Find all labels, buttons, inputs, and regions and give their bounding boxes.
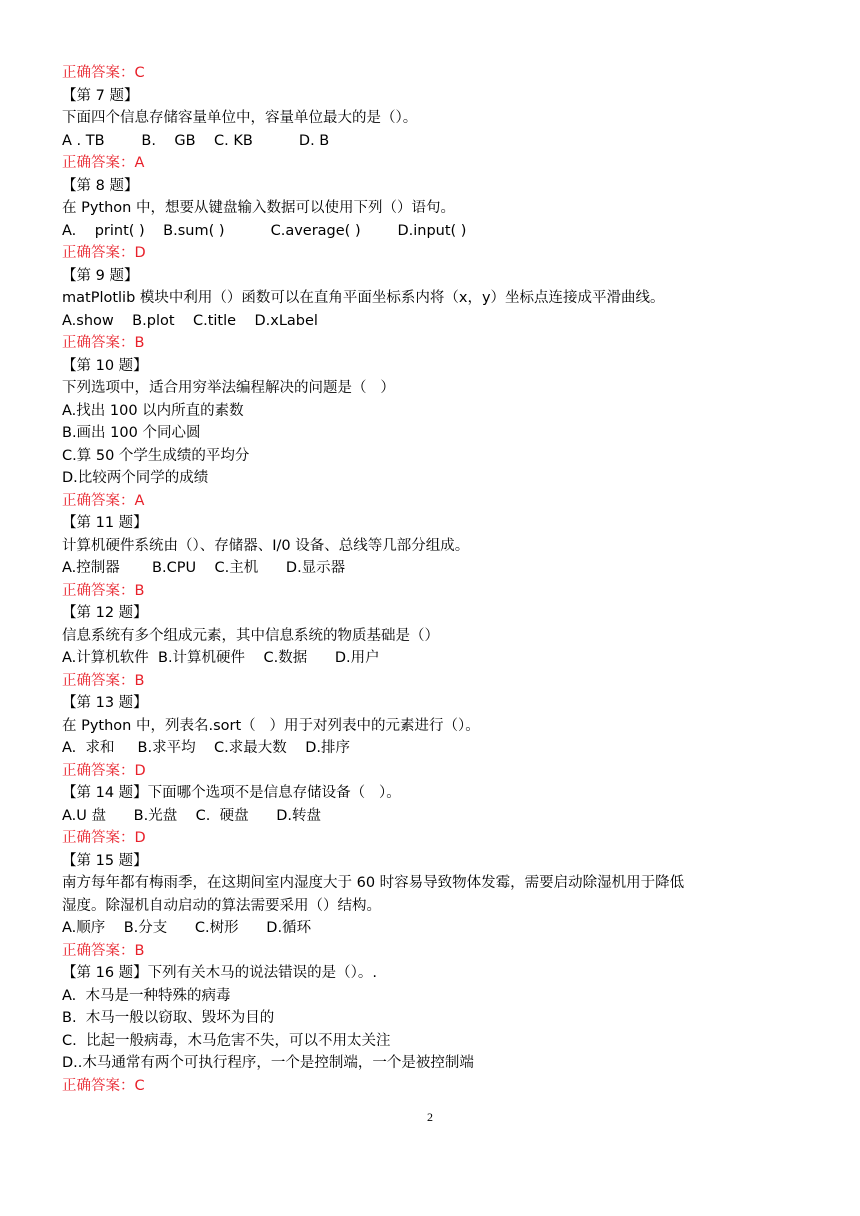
answer-line: 正确答案：D	[62, 762, 146, 779]
option-line: C. 比起一般病毒，木马危害不失，可以不用太关注	[62, 1032, 391, 1049]
question-text: 计算机硬件系统由（）、存储器、I/0 设备、总线等几部分组成。	[62, 537, 470, 554]
question-text: 在 Python 中，列表名.sort（ ）用于对列表中的元素进行（）。	[62, 717, 480, 734]
answer-line: 正确答案：C	[62, 1077, 145, 1094]
question-heading: 【第 10 题】	[62, 357, 148, 374]
option-line: A. 木马是一种特殊的病毒	[62, 987, 231, 1004]
question-heading: 【第 14 题】下面哪个选项不是信息存储设备（ ）。	[62, 785, 401, 801]
page-number: 2	[427, 1110, 433, 1124]
answer-line: 正确答案：B	[62, 335, 145, 351]
option-line: B. 木马一般以窃取、毁坏为目的	[62, 1010, 275, 1026]
answer-line: 正确答案：B	[62, 672, 145, 689]
question-heading: 【第 15 题】	[62, 852, 148, 869]
question-heading: 【第 12 题】	[62, 605, 148, 621]
option-line: A. 求和 B.求平均 C.求最大数 D.排序	[62, 740, 350, 756]
answer-line: 正确答案：A	[62, 492, 145, 509]
question-text: 南方每年都有梅雨季，在这期间室内湿度大于 60 时容易导致物体发霉，需要启动除湿机用于降低	[62, 875, 685, 891]
answer-line: 正确答案：D	[62, 245, 146, 261]
question-text: 信息系统有多个组成元素，其中信息系统的物质基础是（）	[62, 627, 439, 644]
answer-line: 正确答案：B	[62, 942, 145, 959]
question-heading: 【第 9 题】	[62, 267, 139, 284]
option-line: A . TB B. GB C. KB D. B	[62, 132, 330, 149]
option-line: A.计算机软件 B.计算机硬件 C.数据 D.用户	[62, 650, 380, 666]
question-heading: 【第 11 题】	[62, 515, 148, 531]
question-text: matPlotlib 模块中利用（）函数可以在直角平面坐标系内将（x，y）坐标点连接成平滑曲线。	[62, 290, 665, 306]
question-heading: 【第 13 题】	[62, 695, 148, 711]
option-line: A.找出 100 以内所直的素数	[62, 402, 244, 419]
answer-line: 正确答案：A	[62, 155, 145, 171]
option-line: D..木马通常有两个可执行程序，一个是控制端，一个是被控制端	[62, 1055, 474, 1071]
option-line: B.画出 100 个同心圆	[62, 425, 201, 441]
question-heading: 【第 16 题】下列有关木马的说法错误的是（）。.	[62, 965, 378, 981]
option-line: A.show B.plot C.title D.xLabel	[62, 312, 318, 329]
question-text: 在 Python 中，想要从键盘输入数据可以使用下列（）语句。	[62, 200, 455, 216]
question-heading: 【第 8 题】	[62, 177, 139, 194]
question-text: 湿度。除湿机自动启动的算法需要采用（）结构。	[62, 897, 381, 914]
option-line: D.比较两个同学的成绩	[62, 470, 209, 486]
document-body	[62, 62, 822, 1097]
option-line: A. print( ) B.sum( ) C.average( ) D.input( )	[62, 222, 467, 239]
option-line: A.顺序 B.分支 C.树形 D.循环	[62, 920, 312, 936]
answer-line: 正确答案：B	[62, 582, 145, 599]
option-line: C.算 50 个学生成绩的平均分	[62, 447, 250, 464]
answer-line: 正确答案：C	[62, 65, 145, 81]
question-text: 下面四个信息存储容量单位中，容量单位最大的是（）。	[62, 110, 418, 126]
answer-line: 正确答案：D	[62, 830, 146, 846]
question-heading: 【第 7 题】	[62, 87, 139, 104]
option-line: A.控制器 B.CPU C.主机 D.显示器	[62, 560, 346, 576]
option-line: A.U 盘 B.光盘 C. 硬盘 D.转盘	[62, 807, 322, 824]
question-text: 下列选项中，适合用穷举法编程解决的问题是（ ）	[62, 380, 395, 396]
